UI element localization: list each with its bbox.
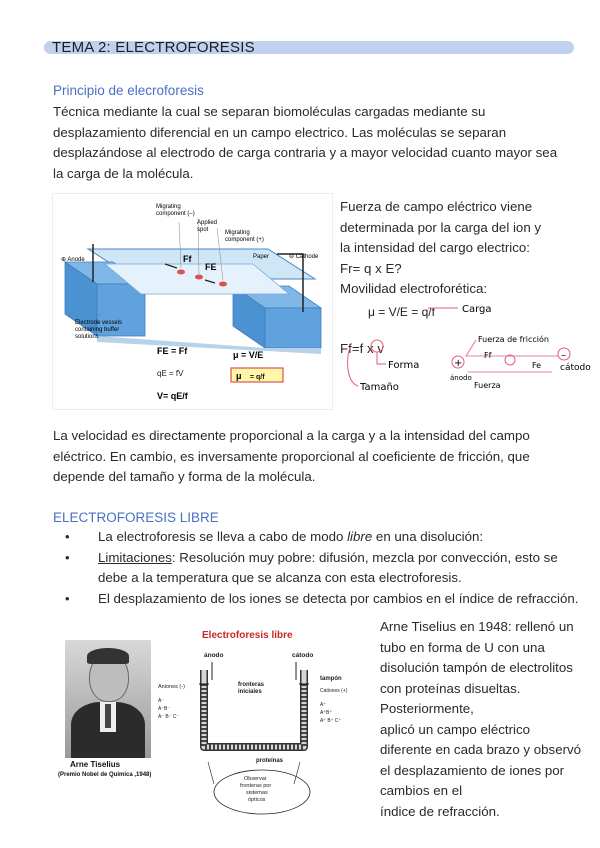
page-title: TEMA 2: ELECTROFORESIS bbox=[52, 39, 255, 56]
label-observar: Observar fronteras por sistemas ópticos bbox=[240, 776, 272, 803]
handwritten-annotations bbox=[338, 296, 600, 400]
hand-fe: Fe bbox=[532, 361, 542, 370]
section-heading-principio: Principio de elecroforesis bbox=[53, 83, 204, 98]
label-migrating-minus: Migrating component (–) bbox=[156, 204, 195, 217]
side-text bbox=[340, 197, 541, 300]
side-line: Fr= q x E? bbox=[340, 260, 402, 276]
spot-plus bbox=[219, 282, 227, 287]
velocidad-line: depende del tamaño y forma de la molécula. bbox=[53, 469, 316, 484]
label-applied-spot: Applied spot bbox=[197, 220, 218, 233]
hand-ff: Ff bbox=[484, 351, 492, 360]
hand-carga: Carga bbox=[462, 304, 492, 315]
label-tampon: tampón bbox=[320, 676, 342, 682]
label-cathode: ⊖ Cathode bbox=[289, 254, 319, 260]
eq-mu-ve: μ = V/E bbox=[233, 350, 264, 360]
u-tube-diagram bbox=[152, 622, 375, 819]
anion-row-3: A⁻ B⁻ C⁻ bbox=[158, 714, 179, 720]
bullet-item bbox=[53, 548, 593, 569]
tiselius-line: tubo en forma de U con una bbox=[380, 639, 545, 655]
principio-line: la carga de la molécula. bbox=[53, 165, 194, 181]
eq-mu-symbol: μ bbox=[236, 371, 242, 381]
bullet-item bbox=[53, 527, 593, 548]
label-fe: FE bbox=[205, 262, 217, 272]
cation-row-1: A⁺ bbox=[320, 702, 326, 708]
principio-line: desplazamiento diferencial en un campo electrico. Las moléculas se separan bbox=[53, 124, 507, 140]
libre-bullets bbox=[53, 527, 593, 609]
cation-row-2: A⁺B⁺ bbox=[320, 710, 332, 716]
hand-tamano: Tamaño bbox=[360, 382, 399, 393]
tiselius-line: con proteínas disueltas. bbox=[380, 680, 521, 696]
anion-row-2: A⁻B⁻ bbox=[158, 706, 170, 712]
eq-mu-qf: = q/f bbox=[250, 374, 265, 381]
tiselius-line: Arne Tiselius en 1948: rellenó un bbox=[380, 619, 574, 634]
svg-text:–: – bbox=[561, 350, 566, 361]
tiselius-line: el desplazamiento de iones por bbox=[380, 762, 565, 778]
apparatus-diagram bbox=[53, 194, 332, 409]
bullet-continuation: debe a la temperatura que se alcanza con esta electroforesis. bbox=[98, 570, 462, 585]
bullet-emphasis: libre bbox=[347, 529, 373, 544]
label-anode: ⊕ Anode bbox=[61, 257, 85, 263]
label-vessels: Electrode vessels containing buffer solutions bbox=[75, 320, 123, 340]
principio-line: Técnica mediante la cual se separan biomoléculas cargadas mediante su bbox=[53, 104, 486, 119]
bullet-item bbox=[53, 589, 593, 610]
bullet-label: Limitaciones bbox=[98, 549, 172, 565]
bullet-text: El desplazamiento de los iones se detecta por cambios en el índice de refracción. bbox=[98, 590, 579, 606]
tiselius-portrait bbox=[65, 640, 151, 758]
tiselius-line: cambios en el bbox=[380, 783, 463, 798]
tiselius-line: Posteriormente, bbox=[380, 701, 474, 716]
principio-line: desplazándose al electrodo de carga contraria y a mayor velocidad cuanto mayor sea bbox=[53, 145, 558, 160]
tiselius-line: disolución tampón de electrolitos bbox=[380, 660, 573, 675]
anion-row-1: A⁻ bbox=[158, 698, 164, 704]
hand-mu-formula: μ = V/E = q/f bbox=[368, 305, 435, 319]
label-paper: Paper bbox=[253, 254, 270, 260]
bullet-text: : Resolución muy pobre: difusión, mezcla por convección, esto se bbox=[171, 549, 558, 565]
label-fronteras: fronteras iniciales bbox=[238, 682, 265, 695]
hand-fuerza-friccion: Fuerza de fricción bbox=[478, 335, 549, 344]
hand-anodo: ánodo bbox=[450, 374, 472, 382]
bullet-text: en una disolución: bbox=[372, 529, 484, 544]
spot-minus bbox=[177, 270, 185, 275]
label-migrating-plus: Migrating component (+) bbox=[225, 230, 264, 243]
label-anodo: ánodo bbox=[204, 652, 224, 659]
velocidad-paragraph bbox=[53, 426, 530, 488]
tiselius-line: índice de refracción. bbox=[380, 803, 500, 819]
label-aniones: Aniones (-) bbox=[158, 684, 185, 690]
cation-row-3: A⁺ B⁺ C⁺ bbox=[320, 718, 341, 724]
tiselius-line: aplicó un campo eléctrico bbox=[380, 721, 531, 737]
person-caption: (Premio Nobel de Química ,1948) bbox=[58, 772, 152, 778]
eq-qe-fv: qE = fV bbox=[157, 369, 184, 378]
hand-catodo: cátodo bbox=[560, 363, 591, 373]
tiselius-figure bbox=[52, 622, 375, 819]
velocidad-line: La velocidad es directamente proporcional a la carga y a la intensidad del campo bbox=[53, 428, 530, 443]
ff-formula: Ff=f x v bbox=[340, 341, 384, 356]
side-line: la intensidad del cargo electrico: bbox=[340, 240, 530, 255]
side-line: Fuerza de campo eléctrico viene bbox=[340, 199, 533, 214]
bullet-text: La electroforesis se lleva a cabo de modo bbox=[98, 529, 348, 544]
side-line: Movilidad electroforética: bbox=[340, 281, 488, 296]
label-ff: Ff bbox=[183, 254, 192, 264]
label-cationes: Cationes (+) bbox=[320, 688, 348, 694]
spot-applied bbox=[195, 275, 203, 280]
label-catodo: cátodo bbox=[292, 652, 314, 659]
tiselius-line: diferente en cada brazo y observó bbox=[380, 742, 582, 757]
label-proteinas: proteínas bbox=[256, 758, 284, 764]
svg-text:+: + bbox=[454, 358, 463, 369]
hand-fuerza: Fuerza bbox=[474, 381, 501, 390]
velocidad-line: eléctrico. En cambio, es inversamente proporcional al coeficiente de fricción, que bbox=[53, 448, 530, 464]
hand-forma: Forma bbox=[388, 360, 420, 371]
bullet-dot: • bbox=[65, 549, 70, 565]
fig2-title: Electroforesis libre bbox=[202, 630, 293, 641]
bullet-dot: • bbox=[65, 529, 70, 544]
tiselius-text bbox=[380, 617, 581, 822]
electrophoresis-apparatus-figure bbox=[52, 193, 333, 410]
eq-v: V= qE/f bbox=[157, 391, 188, 401]
section-heading-libre: ELECTROFORESIS LIBRE bbox=[53, 510, 219, 525]
eq-fe-ff: FE = Ff bbox=[157, 346, 188, 356]
person-name: Arne Tiselius bbox=[70, 760, 121, 769]
side-line: determinada por la carga del ion y bbox=[340, 219, 542, 235]
bullet-dot: • bbox=[65, 590, 70, 606]
principio-paragraph bbox=[53, 102, 557, 184]
